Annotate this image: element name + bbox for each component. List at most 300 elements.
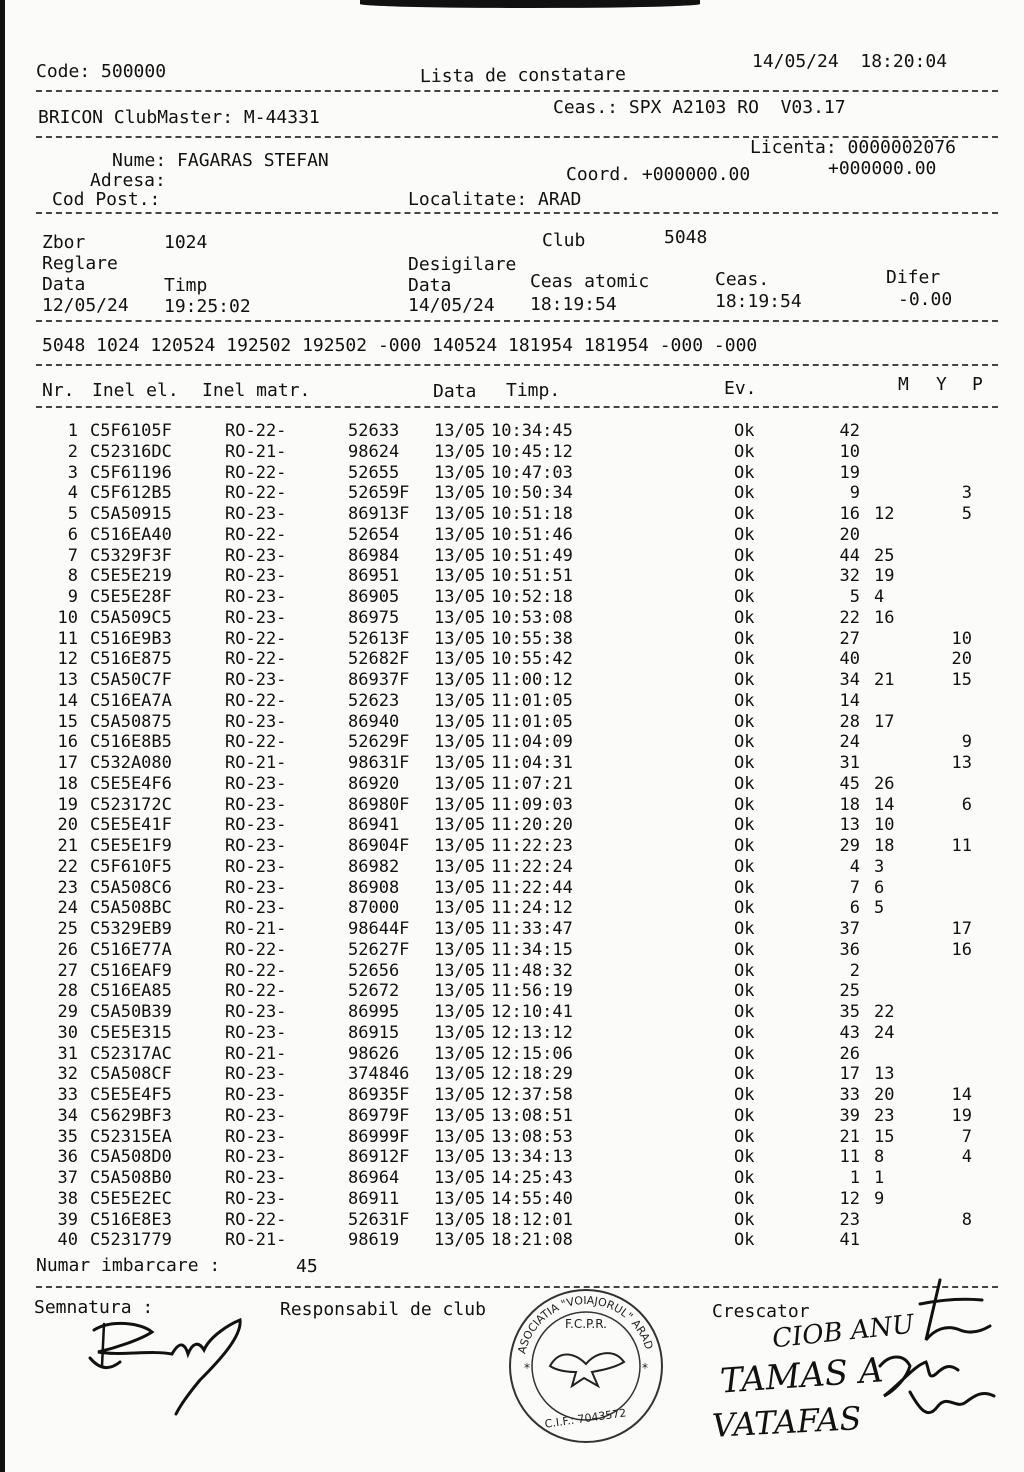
cell-num: 86908 [348, 877, 400, 898]
boarding-count-label: Numar imbarcare : [36, 1255, 221, 1276]
cell-num: 98644F [348, 919, 410, 939]
postal-code-label: Cod Post.: [52, 189, 161, 210]
table-row [0, 608, 1024, 628]
cell-nr: 28 [57, 981, 78, 1002]
cell-num: 86975 [348, 607, 400, 628]
cell-num: 52659F [348, 483, 410, 504]
cell-num: 52654 [348, 524, 400, 545]
cell-ev: Ok [734, 421, 755, 441]
cell-date: 13/05 [434, 1147, 486, 1168]
table-row [0, 981, 1024, 1001]
cell-m: 42 [839, 421, 860, 441]
zbor-value: 1024 [164, 232, 208, 253]
cell-p: 20 [951, 649, 972, 670]
cell-m: 14 [839, 690, 860, 711]
cell-nr: 26 [57, 939, 78, 960]
cell-p: 11 [951, 836, 972, 856]
cell-el: C5A508D0 [90, 1147, 172, 1168]
cell-m: 5 [849, 587, 860, 607]
cell-ev: Ok [734, 1209, 755, 1230]
cell-nr: 10 [57, 607, 78, 628]
cell-p: 14 [951, 1085, 972, 1105]
divider [36, 212, 998, 214]
cell-ev: Ok [734, 504, 755, 524]
cell-date: 13/05 [434, 607, 486, 628]
cell-date: 13/05 [434, 1105, 486, 1126]
cell-nr: 18 [57, 773, 78, 794]
cell-num: 86913F [348, 504, 410, 524]
col-data: Data [433, 381, 477, 402]
cell-el: C5F610F5 [90, 856, 172, 877]
cell-num: 52629F [348, 732, 410, 753]
cell-nr: 37 [57, 1168, 78, 1188]
cell-date: 13/05 [434, 670, 486, 690]
table-row [0, 1189, 1024, 1209]
table-row [0, 1085, 1024, 1105]
cell-y: 12 [874, 504, 895, 524]
table-row [0, 421, 1024, 441]
cell-ev: Ok [734, 607, 755, 628]
cell-pre: RO-23- [225, 566, 287, 587]
cell-nr: 4 [67, 483, 78, 504]
cell-date: 13/05 [434, 877, 486, 898]
cell-el: C516EA85 [90, 981, 172, 1002]
desigilare-date: 14/05/24 [408, 295, 495, 316]
ceas-atomic-label: Ceas atomic [530, 271, 650, 292]
cell-m: 20 [839, 524, 860, 545]
cell-ev: Ok [734, 919, 755, 939]
signature-label: Semnatura : [34, 1297, 154, 1318]
cell-time: 10:51:49 [491, 545, 573, 566]
cell-p: 3 [961, 483, 972, 504]
cell-ev: Ok [734, 1043, 755, 1064]
cell-date: 13/05 [434, 1126, 486, 1147]
table-row [0, 1106, 1024, 1126]
cell-nr: 5 [67, 504, 78, 524]
cell-m: 45 [839, 773, 860, 794]
cell-el: C5629BF3 [90, 1105, 172, 1126]
col-ev: Ev. [724, 378, 757, 399]
cell-pre: RO-21- [225, 919, 287, 939]
cell-el: C5E5E219 [90, 566, 172, 587]
cell-date: 13/05 [434, 753, 486, 773]
cell-pre: RO-23- [225, 836, 287, 856]
cell-pre: RO-23- [225, 1188, 287, 1209]
cell-ev: Ok [734, 1105, 755, 1126]
cell-nr: 29 [57, 1002, 78, 1022]
cell-ev: Ok [734, 524, 755, 545]
cell-date: 13/05 [434, 898, 486, 919]
cell-date: 13/05 [434, 649, 486, 670]
cell-y: 10 [874, 815, 895, 836]
table-row [0, 836, 1024, 856]
cell-el: C5A509C5 [90, 607, 172, 628]
cell-ev: Ok [734, 981, 755, 1002]
cell-date: 13/05 [434, 462, 486, 483]
cell-el: C5E5E1F9 [90, 836, 172, 856]
cell-m: 7 [849, 877, 860, 898]
cell-pre: RO-23- [225, 607, 287, 628]
divider [36, 406, 998, 408]
stamp-cif: C.I.F.: 7043572 [543, 1406, 628, 1431]
table-row [0, 919, 1024, 939]
cell-pre: RO-23- [225, 794, 287, 815]
cell-el: C516E875 [90, 649, 172, 670]
table-row [0, 1147, 1024, 1167]
cell-time: 13:08:51 [491, 1105, 573, 1126]
col-inel-matr: Inel matr. [202, 380, 311, 401]
cell-pre: RO-23- [225, 1105, 287, 1126]
cell-date: 13/05 [434, 1002, 486, 1022]
cell-time: 10:55:38 [491, 628, 573, 649]
cell-date: 13/05 [434, 856, 486, 877]
cell-pre: RO-22- [225, 960, 287, 981]
zbor-label: Zbor [42, 232, 86, 253]
cell-num: 86905 [348, 587, 400, 607]
cell-m: 41 [839, 1230, 860, 1251]
cell-p: 9 [961, 732, 972, 753]
cell-m: 18 [839, 794, 860, 815]
reglare-label: Reglare [42, 253, 118, 274]
table-row [0, 546, 1024, 566]
cell-y: 15 [874, 1126, 895, 1147]
cell-el: C5F61196 [90, 462, 172, 483]
col-timp: Timp. [506, 380, 561, 401]
cell-ev: Ok [734, 1002, 755, 1022]
cell-date: 13/05 [434, 836, 486, 856]
cell-time: 10:34:45 [491, 421, 573, 441]
cell-pre: RO-23- [225, 856, 287, 877]
cell-date: 13/05 [434, 1209, 486, 1230]
table-row [0, 483, 1024, 503]
cell-el: C5E5E41F [90, 815, 172, 836]
cell-date: 13/05 [434, 566, 486, 587]
divider [36, 364, 998, 366]
cell-p: 19 [951, 1105, 972, 1126]
cell-ev: Ok [734, 960, 755, 981]
cell-pre: RO-23- [225, 1168, 287, 1188]
cell-date: 13/05 [434, 1022, 486, 1043]
cell-m: 1 [849, 1168, 860, 1188]
cell-ev: Ok [734, 898, 755, 919]
cell-pre: RO-23- [225, 898, 287, 919]
table-row [0, 795, 1024, 815]
table-row [0, 566, 1024, 586]
table-row [0, 1044, 1024, 1064]
cell-time: 11:34:15 [491, 939, 573, 960]
cell-num: 52633 [348, 421, 400, 441]
cell-pre: RO-22- [225, 421, 287, 441]
cell-nr: 14 [57, 690, 78, 711]
cell-ev: Ok [734, 1126, 755, 1147]
cell-time: 11:09:03 [491, 794, 573, 815]
cell-ev: Ok [734, 1188, 755, 1209]
desigilare-label: Desigilare [408, 254, 517, 275]
bird-icon [550, 1353, 624, 1386]
cell-m: 29 [839, 836, 860, 856]
cell-pre: RO-23- [225, 1147, 287, 1168]
cell-nr: 30 [57, 1022, 78, 1043]
cell-num: 86980F [348, 794, 410, 815]
cell-num: 52627F [348, 939, 410, 960]
owner-name: Nume: FAGARAS STEFAN [112, 150, 329, 171]
cell-time: 10:53:08 [491, 607, 573, 628]
cell-pre: RO-22- [225, 524, 287, 545]
cell-num: 98631F [348, 753, 410, 773]
cell-y: 6 [874, 877, 885, 898]
cell-m: 4 [849, 856, 860, 877]
cell-time: 14:25:43 [491, 1168, 573, 1188]
coordinates-label: Coord. +000000.00 [566, 164, 751, 185]
cell-pre: RO-23- [225, 504, 287, 524]
cell-m: 26 [839, 1043, 860, 1064]
locality: Localitate: ARAD [408, 189, 582, 210]
cell-ev: Ok [734, 483, 755, 504]
difer-label: Difer [886, 267, 941, 288]
cell-num: 86912F [348, 1147, 410, 1168]
cell-y: 5 [874, 898, 885, 919]
cell-time: 11:22:44 [491, 877, 573, 898]
cell-num: 52613F [348, 628, 410, 649]
cell-el: C5A508CF [90, 1064, 172, 1085]
cell-ev: Ok [734, 753, 755, 773]
cell-y: 13 [874, 1064, 895, 1085]
code-label: Code: 500000 [36, 61, 167, 82]
difference-value: -0.00 [898, 289, 953, 310]
cell-date: 13/05 [434, 690, 486, 711]
cell-time: 12:18:29 [491, 1064, 573, 1085]
cell-ev: Ok [734, 587, 755, 607]
table-row [0, 815, 1024, 835]
print-datetime: 14/05/24 18:20:04 [752, 51, 948, 72]
clock-time: 18:19:54 [715, 291, 802, 312]
cell-date: 13/05 [434, 919, 486, 939]
cell-m: 37 [839, 919, 860, 939]
cell-time: 11:33:47 [491, 919, 573, 939]
cell-date: 13/05 [434, 504, 486, 524]
reglare-data-label: Data [42, 274, 86, 295]
club-value: 5048 [664, 227, 708, 248]
cell-date: 13/05 [434, 711, 486, 732]
breeder-signature [870, 1270, 1010, 1430]
cell-ev: Ok [734, 690, 755, 711]
cell-el: C5329EB9 [90, 919, 172, 939]
cell-m: 31 [839, 753, 860, 773]
cell-time: 12:10:41 [491, 1002, 573, 1022]
boarding-count-value: 45 [296, 1256, 318, 1277]
cell-pre: RO-23- [225, 1022, 287, 1043]
cell-el: C5A50C7F [90, 670, 172, 690]
cell-y: 17 [874, 711, 895, 732]
cell-time: 13:34:13 [491, 1147, 573, 1168]
atomic-time: 18:19:54 [530, 294, 617, 315]
cell-m: 24 [839, 732, 860, 753]
cell-m: 43 [839, 1022, 860, 1043]
cell-num: 98624 [348, 441, 400, 462]
cell-m: 36 [839, 939, 860, 960]
cell-date: 13/05 [434, 483, 486, 504]
cell-nr: 20 [57, 815, 78, 836]
cell-nr: 7 [67, 545, 78, 566]
cell-pre: RO-23- [225, 1085, 287, 1105]
cell-p: 15 [951, 670, 972, 690]
cell-p: 13 [951, 753, 972, 773]
cell-m: 2 [849, 960, 860, 981]
cell-m: 13 [839, 815, 860, 836]
cell-nr: 38 [57, 1188, 78, 1209]
cell-nr: 6 [67, 524, 78, 545]
cell-num: 86995 [348, 1002, 400, 1022]
divider [36, 320, 998, 322]
cell-el: C523172C [90, 794, 172, 815]
cell-time: 12:37:58 [491, 1085, 573, 1105]
cell-nr: 15 [57, 711, 78, 732]
cell-time: 14:55:40 [491, 1188, 573, 1209]
cell-nr: 35 [57, 1126, 78, 1147]
cell-y: 21 [874, 670, 895, 690]
cell-nr: 33 [57, 1085, 78, 1105]
cell-el: C5E5E315 [90, 1022, 172, 1043]
cell-date: 13/05 [434, 421, 486, 441]
cell-num: 86982 [348, 856, 400, 877]
cell-y: 16 [874, 607, 895, 628]
cell-num: 86937F [348, 670, 410, 690]
cell-nr: 32 [57, 1064, 78, 1085]
cell-nr: 1 [67, 421, 78, 441]
cell-time: 18:12:01 [491, 1209, 573, 1230]
cell-time: 18:21:08 [491, 1230, 573, 1251]
cell-pre: RO-22- [225, 462, 287, 483]
cell-num: 86940 [348, 711, 400, 732]
signature-scribble [80, 1310, 250, 1420]
license-number: Licenta: 0000002076 [750, 137, 956, 158]
table-row [0, 629, 1024, 649]
table-row [0, 691, 1024, 711]
cell-m: 35 [839, 1002, 860, 1022]
cell-y: 24 [874, 1022, 895, 1043]
cell-el: C5E5E4F6 [90, 773, 172, 794]
cell-time: 10:52:18 [491, 587, 573, 607]
cell-num: 86984 [348, 545, 400, 566]
cell-pre: RO-23- [225, 773, 287, 794]
svg-text:*: * [524, 1361, 530, 1375]
cell-date: 13/05 [434, 794, 486, 815]
cell-el: C516E9B3 [90, 628, 172, 649]
address-label: Adresa: [90, 170, 166, 191]
cell-p: 7 [961, 1126, 972, 1147]
cell-num: 86999F [348, 1126, 410, 1147]
cell-m: 33 [839, 1085, 860, 1105]
cell-time: 11:07:21 [491, 773, 573, 794]
cell-y: 1 [874, 1168, 885, 1188]
cell-time: 10:47:03 [491, 462, 573, 483]
cell-pre: RO-22- [225, 483, 287, 504]
table-row [0, 940, 1024, 960]
table-row [0, 898, 1024, 918]
cell-p: 6 [961, 794, 972, 815]
cell-num: 86941 [348, 815, 400, 836]
cell-num: 87000 [348, 898, 400, 919]
cell-y: 18 [874, 836, 895, 856]
cell-pre: RO-21- [225, 753, 287, 773]
cell-pre: RO-22- [225, 732, 287, 753]
cell-m: 21 [839, 1126, 860, 1147]
cell-m: 22 [839, 607, 860, 628]
cell-p: 8 [961, 1209, 972, 1230]
cell-time: 11:04:31 [491, 753, 573, 773]
handwriting-line-2: TAMAS A [718, 1350, 885, 1402]
cell-nr: 39 [57, 1209, 78, 1230]
cell-nr: 13 [57, 670, 78, 690]
handwriting-line-1: CIOB ANU [770, 1309, 916, 1355]
cell-pre: RO-23- [225, 877, 287, 898]
cell-time: 10:51:18 [491, 504, 573, 524]
cell-pre: RO-21- [225, 1230, 287, 1251]
col-inel-el: Inel el. [92, 380, 179, 401]
stamp-ring-text: ASOCIATIA "VOIAJORUL" ARAD [515, 1293, 656, 1356]
cell-y: 9 [874, 1188, 885, 1209]
table-row [0, 753, 1024, 773]
cell-nr: 3 [67, 462, 78, 483]
cell-date: 13/05 [434, 587, 486, 607]
table-row [0, 463, 1024, 483]
cell-ev: Ok [734, 773, 755, 794]
cell-pre: RO-23- [225, 670, 287, 690]
cell-time: 11:48:32 [491, 960, 573, 981]
cell-nr: 19 [57, 794, 78, 815]
clubmaster-label: BRICON ClubMaster: M-44331 [38, 107, 320, 128]
cell-pre: RO-22- [225, 939, 287, 960]
cell-el: C5E5E2EC [90, 1188, 172, 1209]
cell-el: C5E5E28F [90, 587, 172, 607]
cell-time: 12:13:12 [491, 1022, 573, 1043]
cell-nr: 2 [67, 441, 78, 462]
cell-el: C5F612B5 [90, 483, 172, 504]
col-m: M [898, 374, 909, 395]
cell-pre: RO-23- [225, 587, 287, 607]
reglare-timp-label: Timp [164, 275, 208, 296]
cell-ev: Ok [734, 732, 755, 753]
cell-ev: Ok [734, 1230, 755, 1251]
cell-num: 52623 [348, 690, 400, 711]
cell-time: 11:56:19 [491, 981, 573, 1002]
cell-nr: 36 [57, 1147, 78, 1168]
table-row [0, 525, 1024, 545]
cell-date: 13/05 [434, 773, 486, 794]
cell-y: 25 [874, 545, 895, 566]
cell-m: 17 [839, 1064, 860, 1085]
cell-date: 13/05 [434, 545, 486, 566]
cell-ev: Ok [734, 1022, 755, 1043]
cell-el: C5F6105F [90, 421, 172, 441]
cell-m: 23 [839, 1209, 860, 1230]
table-row [0, 1230, 1024, 1250]
table-row [0, 649, 1024, 669]
cell-time: 12:15:06 [491, 1043, 573, 1064]
cell-m: 16 [839, 504, 860, 524]
reglare-date: 12/05/24 [42, 295, 129, 316]
cell-date: 13/05 [434, 1168, 486, 1188]
club-label: Club [542, 230, 586, 251]
cell-ev: Ok [734, 1168, 755, 1188]
cell-num: 52672 [348, 981, 400, 1002]
cell-ev: Ok [734, 939, 755, 960]
cell-el: C5A50875 [90, 711, 172, 732]
cell-p: 5 [961, 504, 972, 524]
cell-date: 13/05 [434, 1064, 486, 1085]
cell-time: 10:50:34 [491, 483, 573, 504]
cell-el: C516E8E3 [90, 1209, 172, 1230]
